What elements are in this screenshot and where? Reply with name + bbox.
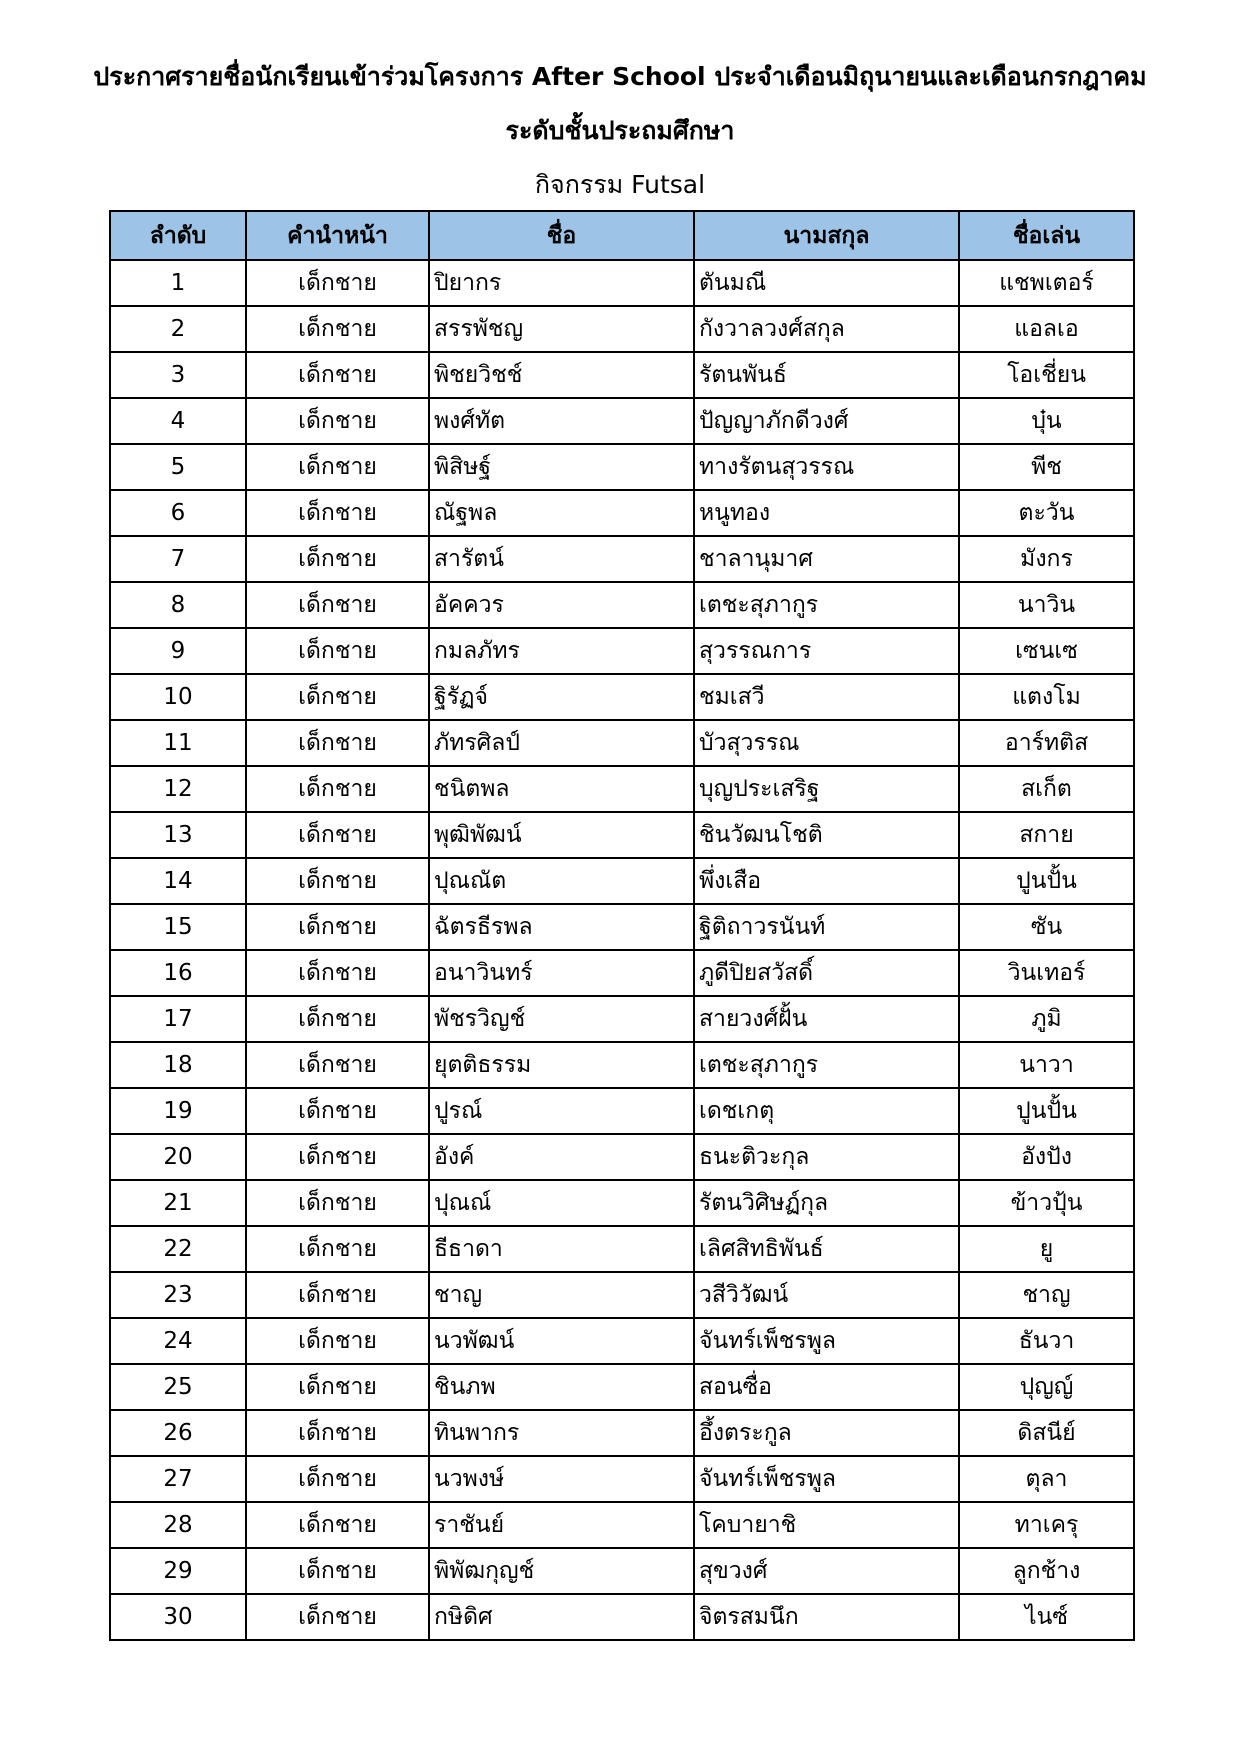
lastname-cell: ธนะติวะกุล — [694, 1134, 959, 1180]
lastname-cell: สุวรรณการ — [694, 628, 959, 674]
col-header-prefix: คำนำหน้า — [246, 211, 429, 260]
order-cell: 15 — [110, 904, 246, 950]
firstname-cell: พัชรวิญช์ — [429, 996, 694, 1042]
firstname-cell: ปูรณ์ — [429, 1088, 694, 1134]
prefix-cell: เด็กชาย — [246, 766, 429, 812]
prefix-cell: เด็กชาย — [246, 996, 429, 1042]
nickname-cell: ซัน — [959, 904, 1134, 950]
firstname-cell: ราชันย์ — [429, 1502, 694, 1548]
prefix-cell: เด็กชาย — [246, 490, 429, 536]
table-row — [110, 996, 1134, 1042]
order-cell: 10 — [110, 674, 246, 720]
nickname-cell: ทาเครุ — [959, 1502, 1134, 1548]
order-cell: 16 — [110, 950, 246, 996]
lastname-cell: สอนซื่อ — [694, 1364, 959, 1410]
table-row — [110, 1088, 1134, 1134]
order-cell: 7 — [110, 536, 246, 582]
nickname-cell: บุ๋น — [959, 398, 1134, 444]
lastname-cell: หนูทอง — [694, 490, 959, 536]
lastname-cell: บัวสุวรรณ — [694, 720, 959, 766]
announcement-title: ประกาศรายชื่อนักเรียนเข้าร่วมโครงการ After School ประจำเดือนมิถุนายนและเดือนกรกฎาคม — [93, 62, 1147, 91]
table-row — [110, 1456, 1134, 1502]
order-cell: 22 — [110, 1226, 246, 1272]
col-header-lastname: นามสกุล — [694, 211, 959, 260]
prefix-cell: เด็กชาย — [246, 950, 429, 996]
order-cell: 5 — [110, 444, 246, 490]
firstname-cell: กมลภัทร — [429, 628, 694, 674]
table-row — [110, 1226, 1134, 1272]
prefix-cell: เด็กชาย — [246, 1502, 429, 1548]
firstname-cell: อัคควร — [429, 582, 694, 628]
lastname-cell: อึ้งตระกูล — [694, 1410, 959, 1456]
lastname-cell: สายวงศ์ฝั้น — [694, 996, 959, 1042]
prefix-cell: เด็กชาย — [246, 628, 429, 674]
table-row — [110, 812, 1134, 858]
table-row — [110, 628, 1134, 674]
firstname-cell: อังค์ — [429, 1134, 694, 1180]
lastname-cell: ทางรัตนสุวรรณ — [694, 444, 959, 490]
lastname-cell: จิตรสมนึก — [694, 1594, 959, 1640]
table-row — [110, 260, 1134, 306]
prefix-cell: เด็กชาย — [246, 352, 429, 398]
firstname-cell: พิชยวิชช์ — [429, 352, 694, 398]
firstname-cell: พิสิษฐ์ — [429, 444, 694, 490]
prefix-cell: เด็กชาย — [246, 858, 429, 904]
nickname-cell: แอลเอ — [959, 306, 1134, 352]
nickname-cell: นาวา — [959, 1042, 1134, 1088]
firstname-cell: ฉัตรธีรพล — [429, 904, 694, 950]
firstname-cell: ธีธาดา — [429, 1226, 694, 1272]
nickname-cell: สกาย — [959, 812, 1134, 858]
table-row — [110, 1272, 1134, 1318]
nickname-cell: อังปัง — [959, 1134, 1134, 1180]
col-header-order: ลำดับ — [110, 211, 246, 260]
lastname-cell: เตชะสุภากูร — [694, 582, 959, 628]
order-cell: 8 — [110, 582, 246, 628]
nickname-cell: ดิสนีย์ — [959, 1410, 1134, 1456]
table-row — [110, 306, 1134, 352]
nickname-cell: ชาญ — [959, 1272, 1134, 1318]
firstname-cell: ปุณณ์ — [429, 1180, 694, 1226]
nickname-cell: แตงโม — [959, 674, 1134, 720]
table-row — [110, 1548, 1134, 1594]
lastname-cell: รัตนพันธ์ — [694, 352, 959, 398]
col-header-firstname: ชื่อ — [429, 211, 694, 260]
nickname-cell: ปูนปั้น — [959, 1088, 1134, 1134]
nickname-cell: นาวิน — [959, 582, 1134, 628]
prefix-cell: เด็กชาย — [246, 1548, 429, 1594]
firstname-cell: กษิดิศ — [429, 1594, 694, 1640]
table-row — [110, 536, 1134, 582]
order-cell: 18 — [110, 1042, 246, 1088]
prefix-cell: เด็กชาย — [246, 812, 429, 858]
order-cell: 24 — [110, 1318, 246, 1364]
table-row — [110, 1134, 1134, 1180]
prefix-cell: เด็กชาย — [246, 720, 429, 766]
lastname-cell: ชาลานุมาศ — [694, 536, 959, 582]
prefix-cell: เด็กชาย — [246, 1272, 429, 1318]
firstname-cell: ณัฐพล — [429, 490, 694, 536]
table-row — [110, 720, 1134, 766]
prefix-cell: เด็กชาย — [246, 398, 429, 444]
order-cell: 3 — [110, 352, 246, 398]
prefix-cell: เด็กชาย — [246, 904, 429, 950]
prefix-cell: เด็กชาย — [246, 674, 429, 720]
prefix-cell: เด็กชาย — [246, 1088, 429, 1134]
activity-name: กิจกรรม Futsal — [534, 170, 706, 199]
firstname-cell: ทินพากร — [429, 1410, 694, 1456]
nickname-cell: แชพเตอร์ — [959, 260, 1134, 306]
nickname-cell: ปุญญ์ — [959, 1364, 1134, 1410]
lastname-cell: พึ่งเสือ — [694, 858, 959, 904]
order-cell: 21 — [110, 1180, 246, 1226]
order-cell: 29 — [110, 1548, 246, 1594]
lastname-cell: ภูดีปิยสวัสดิ์ — [694, 950, 959, 996]
table-row — [110, 766, 1134, 812]
nickname-cell: ข้าวปุ้น — [959, 1180, 1134, 1226]
table-row — [110, 1318, 1134, 1364]
table-row — [110, 1364, 1134, 1410]
firstname-cell: ยุตติธรรม — [429, 1042, 694, 1088]
firstname-cell: สรรพัชญ — [429, 306, 694, 352]
education-level: ระดับชั้นประถมศึกษา — [505, 116, 735, 145]
lastname-cell: โคบายาชิ — [694, 1502, 959, 1548]
table-row — [110, 674, 1134, 720]
lastname-cell: เดชเกตุ — [694, 1088, 959, 1134]
lastname-cell: บุญประเสริฐ — [694, 766, 959, 812]
firstname-cell: ภัทรศิลป์ — [429, 720, 694, 766]
table-row — [110, 904, 1134, 950]
firstname-cell: พิพัฒกุญช์ — [429, 1548, 694, 1594]
lastname-cell: ตันมณี — [694, 260, 959, 306]
order-cell: 27 — [110, 1456, 246, 1502]
nickname-cell: เซนเซ — [959, 628, 1134, 674]
order-cell: 1 — [110, 260, 246, 306]
prefix-cell: เด็กชาย — [246, 260, 429, 306]
lastname-cell: วสีวิวัฒน์ — [694, 1272, 959, 1318]
prefix-cell: เด็กชาย — [246, 1410, 429, 1456]
order-cell: 19 — [110, 1088, 246, 1134]
prefix-cell: เด็กชาย — [246, 1134, 429, 1180]
nickname-cell: ปูนปั้น — [959, 858, 1134, 904]
nickname-cell: มังกร — [959, 536, 1134, 582]
order-cell: 28 — [110, 1502, 246, 1548]
lastname-cell: สุขวงศ์ — [694, 1548, 959, 1594]
table-row — [110, 352, 1134, 398]
table-row — [110, 582, 1134, 628]
order-cell: 13 — [110, 812, 246, 858]
col-header-nickname: ชื่อเล่น — [959, 211, 1134, 260]
nickname-cell: ภูมิ — [959, 996, 1134, 1042]
table-row — [110, 950, 1134, 996]
order-cell: 26 — [110, 1410, 246, 1456]
prefix-cell: เด็กชาย — [246, 1594, 429, 1640]
lastname-cell: เลิศสิทธิพันธ์ — [694, 1226, 959, 1272]
lastname-cell: ปัญญาภักดีวงศ์ — [694, 398, 959, 444]
prefix-cell: เด็กชาย — [246, 444, 429, 490]
table-row — [110, 1180, 1134, 1226]
prefix-cell: เด็กชาย — [246, 536, 429, 582]
order-cell: 30 — [110, 1594, 246, 1640]
table-row — [110, 444, 1134, 490]
nickname-cell: ลูกช้าง — [959, 1548, 1134, 1594]
nickname-cell: ธันวา — [959, 1318, 1134, 1364]
firstname-cell: ชนิตพล — [429, 766, 694, 812]
prefix-cell: เด็กชาย — [246, 1456, 429, 1502]
table-row — [110, 1410, 1134, 1456]
prefix-cell: เด็กชาย — [246, 1180, 429, 1226]
table-row — [110, 1594, 1134, 1640]
lastname-cell: ชมเสวี — [694, 674, 959, 720]
student-table — [109, 210, 1135, 1641]
nickname-cell: ตุลา — [959, 1456, 1134, 1502]
table-row — [110, 858, 1134, 904]
prefix-cell: เด็กชาย — [246, 306, 429, 352]
order-cell: 4 — [110, 398, 246, 444]
table-row — [110, 490, 1134, 536]
lastname-cell: ฐิติถาวรนันท์ — [694, 904, 959, 950]
nickname-cell: โอเชี่ยน — [959, 352, 1134, 398]
prefix-cell: เด็กชาย — [246, 1042, 429, 1088]
firstname-cell: พงศ์ทัต — [429, 398, 694, 444]
firstname-cell: พุฒิพัฒน์ — [429, 812, 694, 858]
firstname-cell: นวพงษ์ — [429, 1456, 694, 1502]
firstname-cell: ฐิรัฏจ์ — [429, 674, 694, 720]
lastname-cell: จันทร์เพ็ชรพูล — [694, 1318, 959, 1364]
nickname-cell: ยู — [959, 1226, 1134, 1272]
lastname-cell: จันทร์เพ็ชรพูล — [694, 1456, 959, 1502]
nickname-cell: ไนซ์ — [959, 1594, 1134, 1640]
order-cell: 11 — [110, 720, 246, 766]
order-cell: 20 — [110, 1134, 246, 1180]
lastname-cell: รัตนวิศิษฏ์กุล — [694, 1180, 959, 1226]
firstname-cell: สารัตน์ — [429, 536, 694, 582]
order-cell: 9 — [110, 628, 246, 674]
firstname-cell: ปิยากร — [429, 260, 694, 306]
lastname-cell: กังวาลวงศ์สกุล — [694, 306, 959, 352]
firstname-cell: นวพัฒน์ — [429, 1318, 694, 1364]
prefix-cell: เด็กชาย — [246, 582, 429, 628]
prefix-cell: เด็กชาย — [246, 1226, 429, 1272]
prefix-cell: เด็กชาย — [246, 1364, 429, 1410]
nickname-cell: ตะวัน — [959, 490, 1134, 536]
firstname-cell: ชินภพ — [429, 1364, 694, 1410]
order-cell: 14 — [110, 858, 246, 904]
nickname-cell: วินเทอร์ — [959, 950, 1134, 996]
order-cell: 23 — [110, 1272, 246, 1318]
nickname-cell: สเก็ต — [959, 766, 1134, 812]
order-cell: 17 — [110, 996, 246, 1042]
table-row — [110, 1042, 1134, 1088]
order-cell: 25 — [110, 1364, 246, 1410]
prefix-cell: เด็กชาย — [246, 1318, 429, 1364]
order-cell: 12 — [110, 766, 246, 812]
table-header-row — [110, 211, 1134, 260]
order-cell: 6 — [110, 490, 246, 536]
table-row — [110, 398, 1134, 444]
firstname-cell: อนาวินทร์ — [429, 950, 694, 996]
nickname-cell: อาร์ทติส — [959, 720, 1134, 766]
lastname-cell: ชินวัฒนโชติ — [694, 812, 959, 858]
firstname-cell: ปุณณัต — [429, 858, 694, 904]
table-row — [110, 1502, 1134, 1548]
lastname-cell: เตชะสุภากูร — [694, 1042, 959, 1088]
order-cell: 2 — [110, 306, 246, 352]
nickname-cell: พีช — [959, 444, 1134, 490]
firstname-cell: ชาญ — [429, 1272, 694, 1318]
